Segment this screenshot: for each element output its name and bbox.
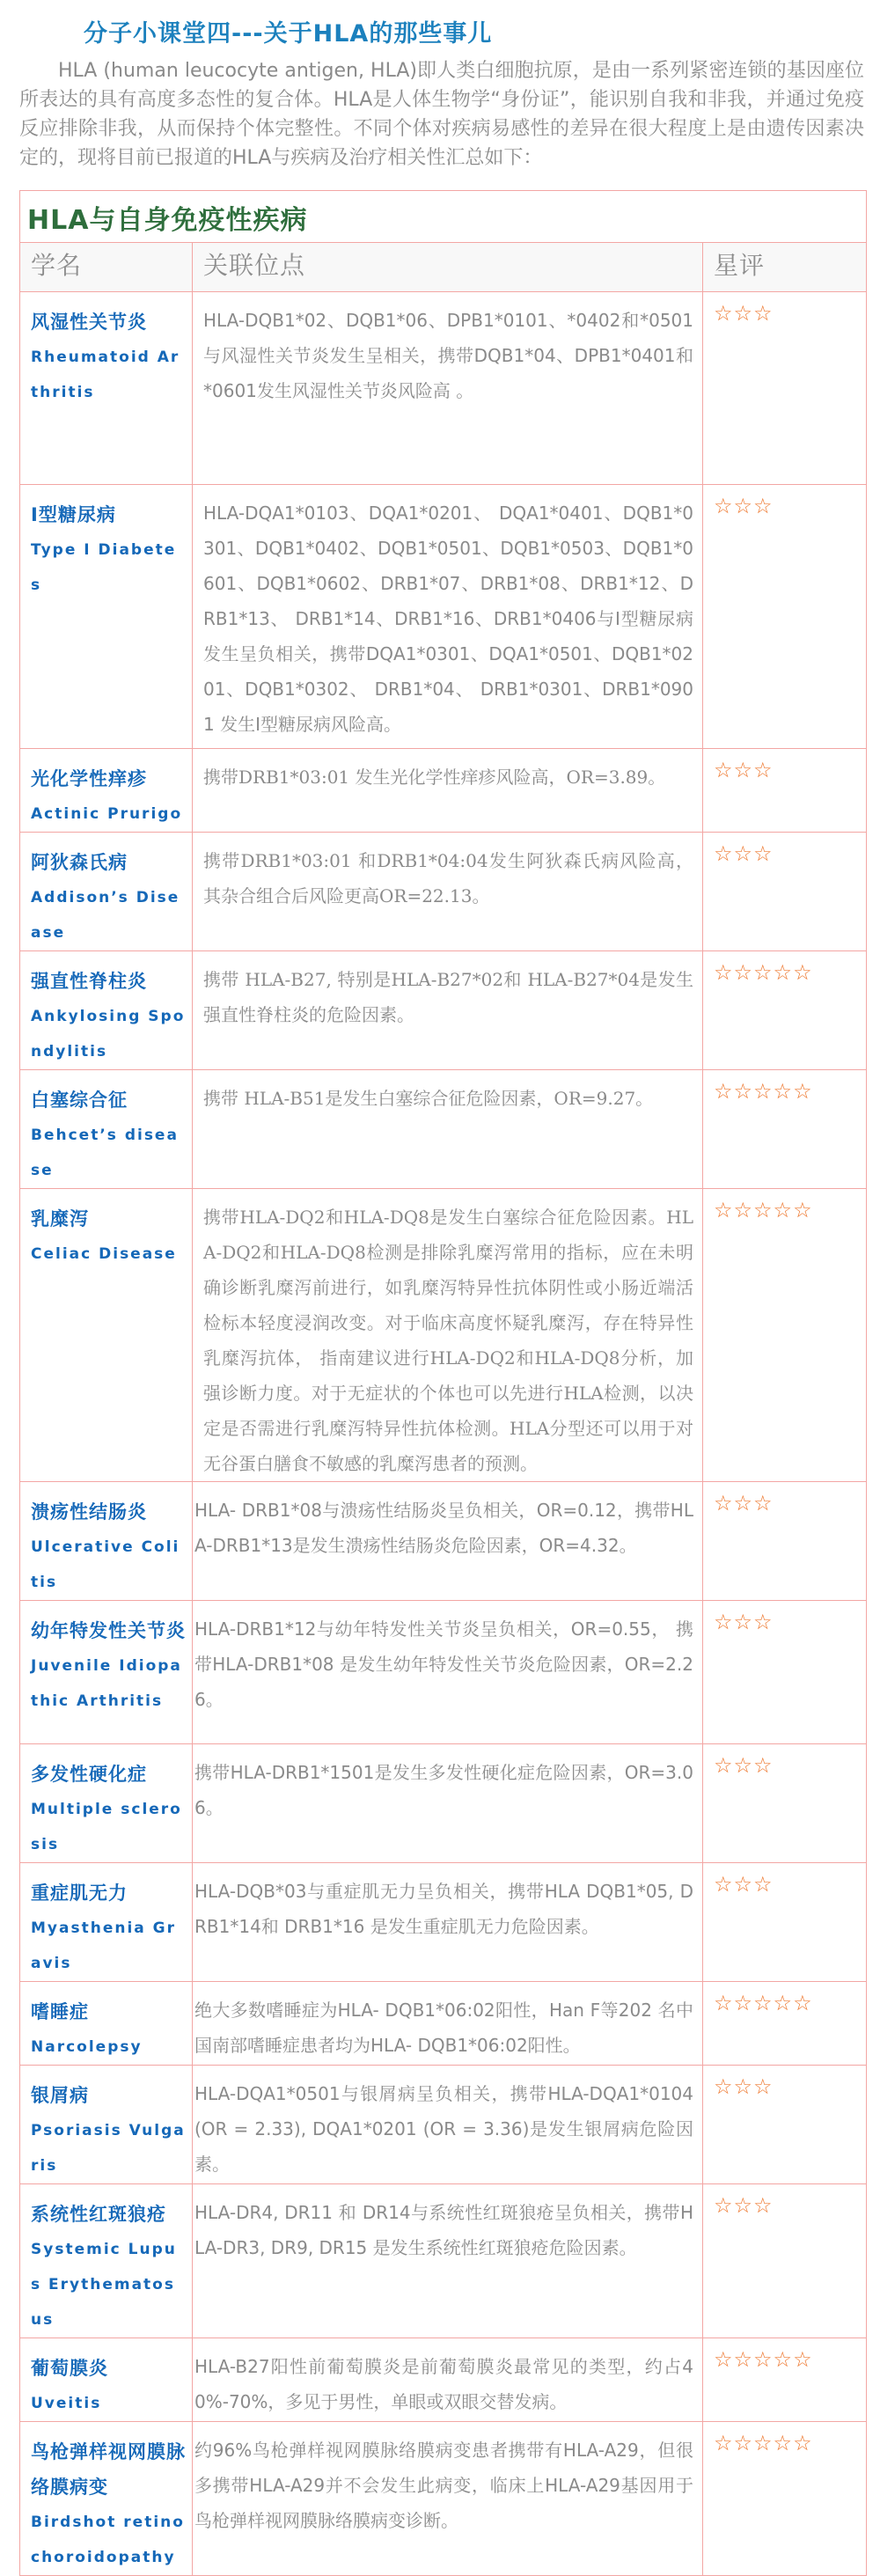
- star-rating: ☆☆☆: [714, 1491, 774, 1516]
- table-header-row: [20, 243, 867, 292]
- table-caption: HLA与自身免疫性疾病: [27, 205, 308, 236]
- disease-name-zh: 阿狄森氏病: [31, 852, 128, 873]
- associated-loci: 携带 HLA-B51是发生白塞综合征危险因素，OR=9.27。: [203, 1088, 654, 1109]
- disease-name-en: Ulcerative Colitis: [31, 1538, 180, 1591]
- table-row: [20, 951, 867, 1070]
- table-row: [20, 1189, 867, 1482]
- table-row: [20, 2184, 867, 2338]
- disease-name-en: Systemic Lupus Erythematosus: [31, 2241, 177, 2329]
- disease-name-en: Juvenile Idiopathic Arthritis: [31, 1657, 182, 1710]
- star-rating: ☆☆☆☆☆: [714, 1079, 813, 1104]
- star-rating: ☆☆☆☆☆: [714, 1991, 813, 2015]
- table-row: [20, 2422, 867, 2576]
- disease-name-zh: 幼年特发性关节炎: [31, 1620, 186, 1641]
- disease-name-en: Psoriasis Vulgaris: [31, 2122, 186, 2175]
- intro-paragraph: HLA (human leucocyte antigen, HLA)即人类白细胞抗原，是由一系列紧密连锁的基因座位所表达的具有高度多态性的复合体。HLA是人体生物学“身份证”，能识别自我和非我，并通过免疫反应排除非我，从而保持个体完整性。不同个体对疾病易感性的差异在很大程度上是由遗传因素决定的，现将目前已报道的HLA与疾病及治疗相关性汇总如下：: [19, 60, 864, 169]
- disease-name-en: Celiac Disease: [31, 1245, 177, 1263]
- disease-name-en: Behcet’s disease: [31, 1127, 179, 1179]
- header-rating: 星评: [714, 251, 766, 280]
- star-rating: ☆☆☆☆☆: [714, 960, 813, 985]
- article-title: 分子小课堂四---关于HLA的那些事儿: [84, 20, 493, 48]
- disease-name-zh: 乳糜泻: [31, 1208, 89, 1229]
- star-rating: ☆☆☆: [714, 841, 774, 866]
- table-row: [20, 1982, 867, 2066]
- associated-loci: HLA-DRB1*12与幼年特发性关节炎呈负相关，OR=0.55， 携带HLA-DRB1*08 是发生幼年特发性关节炎危险因素，OR=2.26。: [194, 1618, 693, 1710]
- table-row: [20, 292, 867, 485]
- table-row: [20, 749, 867, 833]
- disease-name-zh: 重症肌无力: [31, 1882, 128, 1904]
- header-locus: 关联位点: [203, 251, 306, 280]
- disease-name-zh: 银屑病: [31, 2085, 89, 2106]
- table-row: [20, 2338, 867, 2422]
- disease-name-en: Myasthenia Gravis: [31, 1919, 177, 1972]
- disease-name-zh: 风湿性关节炎: [31, 312, 147, 333]
- associated-loci: 携带 HLA-B27, 特别是HLA-B27*02和 HLA-B27*04是发生强直性脊柱炎的危险因素。: [203, 969, 693, 1025]
- table-row: [20, 2066, 867, 2184]
- disease-name-zh: 嗜睡症: [31, 2001, 89, 2022]
- associated-loci: 约96%鸟枪弹样视网膜脉络膜病变患者携带有HLA-A29，但很多携带HLA-A29并不会发生此病变，临床上HLA-A29基因用于鸟枪弹样视网膜脉络膜病变诊断。: [194, 2440, 693, 2531]
- star-rating: ☆☆☆: [714, 2074, 774, 2099]
- disease-name-en: Uveitis: [31, 2395, 102, 2412]
- disease-name-zh: Ⅰ型糖尿病: [31, 504, 116, 525]
- associated-loci: HLA-DQB1*02、DQB1*06、DPB1*0101、*0402和*0501与风湿性关节炎发生呈相关，携带DQB1*04、DPB1*0401和*0601发生风湿性关节炎风险高 。: [203, 310, 693, 401]
- disease-name-en: Ankylosing Spondylitis: [31, 1008, 186, 1060]
- disease-name-zh: 白塞综合征: [31, 1090, 128, 1111]
- star-rating: ☆☆☆☆☆: [714, 1198, 813, 1222]
- table-row: [20, 1601, 867, 1744]
- star-rating: ☆☆☆: [714, 2193, 774, 2218]
- star-rating: ☆☆☆: [714, 1872, 774, 1897]
- star-rating: ☆☆☆: [714, 1610, 774, 1634]
- associated-loci: 携带HLA-DQ2和HLA-DQ8是发生白塞综合征危险因素。HLA-DQ2和HLA-DQ8检测是排除乳糜泻常用的指标，应在未明确诊断乳糜泻前进行，如乳糜泻特异性抗体阴性或小肠近端活检标本轻度浸润改变。对于临床高度怀疑乳糜泻，存在特异性乳糜泻抗体， 指南建议进行HLA-DQ2和HLA-DQ8分析，加强诊断力度。对于无症状的个体也可以先进行HLA检测，以决定是否需进行乳糜泻特异性抗体检测。HLA分型还可以用于对无谷蛋白膳食不敏感的乳糜泻患者的预测。: [203, 1207, 693, 1474]
- table-row: [20, 1744, 867, 1863]
- associated-loci: HLA- DRB1*08与溃疡性结肠炎呈负相关，OR=0.12，携带HLA-DRB1*13是发生溃疡性结肠炎危险因素，OR=4.32。: [194, 1500, 693, 1556]
- table-row: [20, 1863, 867, 1982]
- associated-loci: HLA-DQA1*0103、DQA1*0201、 DQA1*0401、DQB1*0301、DQB1*0402、DQB1*0501、DQB1*0503、DQB1*0601、DQB1*0602、DRB1*07、DRB1*08、DRB1*12、DRB1*13、 DRB1*14、DRB1*16、DRB1*0406与I型糖尿病发生呈负相关，携带DQA1*0301、DQA1*0501、DQB1*0201、DQB1*0302、 DRB1*04、 DRB1*0301、DRB1*0901 发生I型糖尿病风险高。: [203, 503, 693, 735]
- table-row: [20, 485, 867, 749]
- disease-name-en: Birdshot retinochoroidopathy: [31, 2514, 185, 2566]
- disease-name-zh: 鸟枪弹样视网膜脉络膜病变: [31, 2441, 186, 2498]
- associated-loci: 携带HLA-DRB1*1501是发生多发性硬化症危险因素，OR=3.06。: [194, 1762, 693, 1818]
- disease-name-zh: 多发性硬化症: [31, 1764, 147, 1785]
- star-rating: ☆☆☆☆☆: [714, 2347, 813, 2372]
- star-rating: ☆☆☆: [714, 758, 774, 782]
- table-row: [20, 1070, 867, 1189]
- disease-name-zh: 葡萄膜炎: [31, 2358, 108, 2379]
- hla-disease-table: [19, 190, 867, 2576]
- associated-loci: 绝大多数嗜睡症为HLA- DQB1*06:02阳性，Han F等202 名中国南部嗜睡症患者均为HLA- DQB1*06:02阳性。: [194, 2000, 693, 2056]
- star-rating: ☆☆☆: [714, 494, 774, 518]
- header-name: 学名: [31, 251, 83, 280]
- disease-name-en: Rheumatoid Arthritis: [31, 349, 180, 401]
- star-rating: ☆☆☆: [714, 301, 774, 326]
- associated-loci: HLA-DQB*03与重症肌无力呈负相关，携带HLA DQB1*05, DRB1*14和 DRB1*16 是发生重症肌无力危险因素。: [194, 1881, 693, 1937]
- disease-name-zh: 系统性红斑狼疮: [31, 2204, 166, 2225]
- table-row: [20, 1482, 867, 1601]
- star-rating: ☆☆☆: [714, 1753, 774, 1778]
- associated-loci: HLA-DR4, DR11 和 DR14与系统性红斑狼疮呈负相关，携带HLA-DR3, DR9, DR15 是发生系统性红斑狼疮危险因素。: [194, 2202, 693, 2258]
- disease-name-zh: 溃疡性结肠炎: [31, 1501, 147, 1523]
- associated-loci: 携带DRB1*03:01 和DRB1*04:04发生阿狄森氏病风险高，其杂合组合后风险更高OR=22.13。: [203, 850, 693, 906]
- table-row: [20, 833, 867, 951]
- disease-name-zh: 光化学性痒疹: [31, 768, 147, 789]
- disease-name-en: Multiple sclerosis: [31, 1801, 182, 1853]
- disease-name-en: Type I Diabetes: [31, 541, 177, 594]
- disease-name-zh: 强直性脊柱炎: [31, 971, 147, 992]
- associated-loci: HLA-DQA1*0501与银屑病呈负相关，携带HLA-DQA1*0104 (OR = 2.33), DQA1*0201 (OR = 3.36)是发生银屑病危险因素。: [194, 2083, 693, 2175]
- associated-loci: 携带DRB1*03:01 发生光化学性痒疹风险高，OR=3.89。: [203, 767, 666, 788]
- disease-name-en: Narcolepsy: [31, 2038, 143, 2056]
- disease-name-en: Addison’s Disease: [31, 889, 180, 942]
- star-rating: ☆☆☆☆☆: [714, 2431, 813, 2455]
- associated-loci: HLA-B27阳性前葡萄膜炎是前葡萄膜炎最常见的类型，约占40%-70%，多见于男性，单眼或双眼交替发病。: [194, 2356, 693, 2412]
- disease-name-en: Actinic Prurigo: [31, 805, 183, 823]
